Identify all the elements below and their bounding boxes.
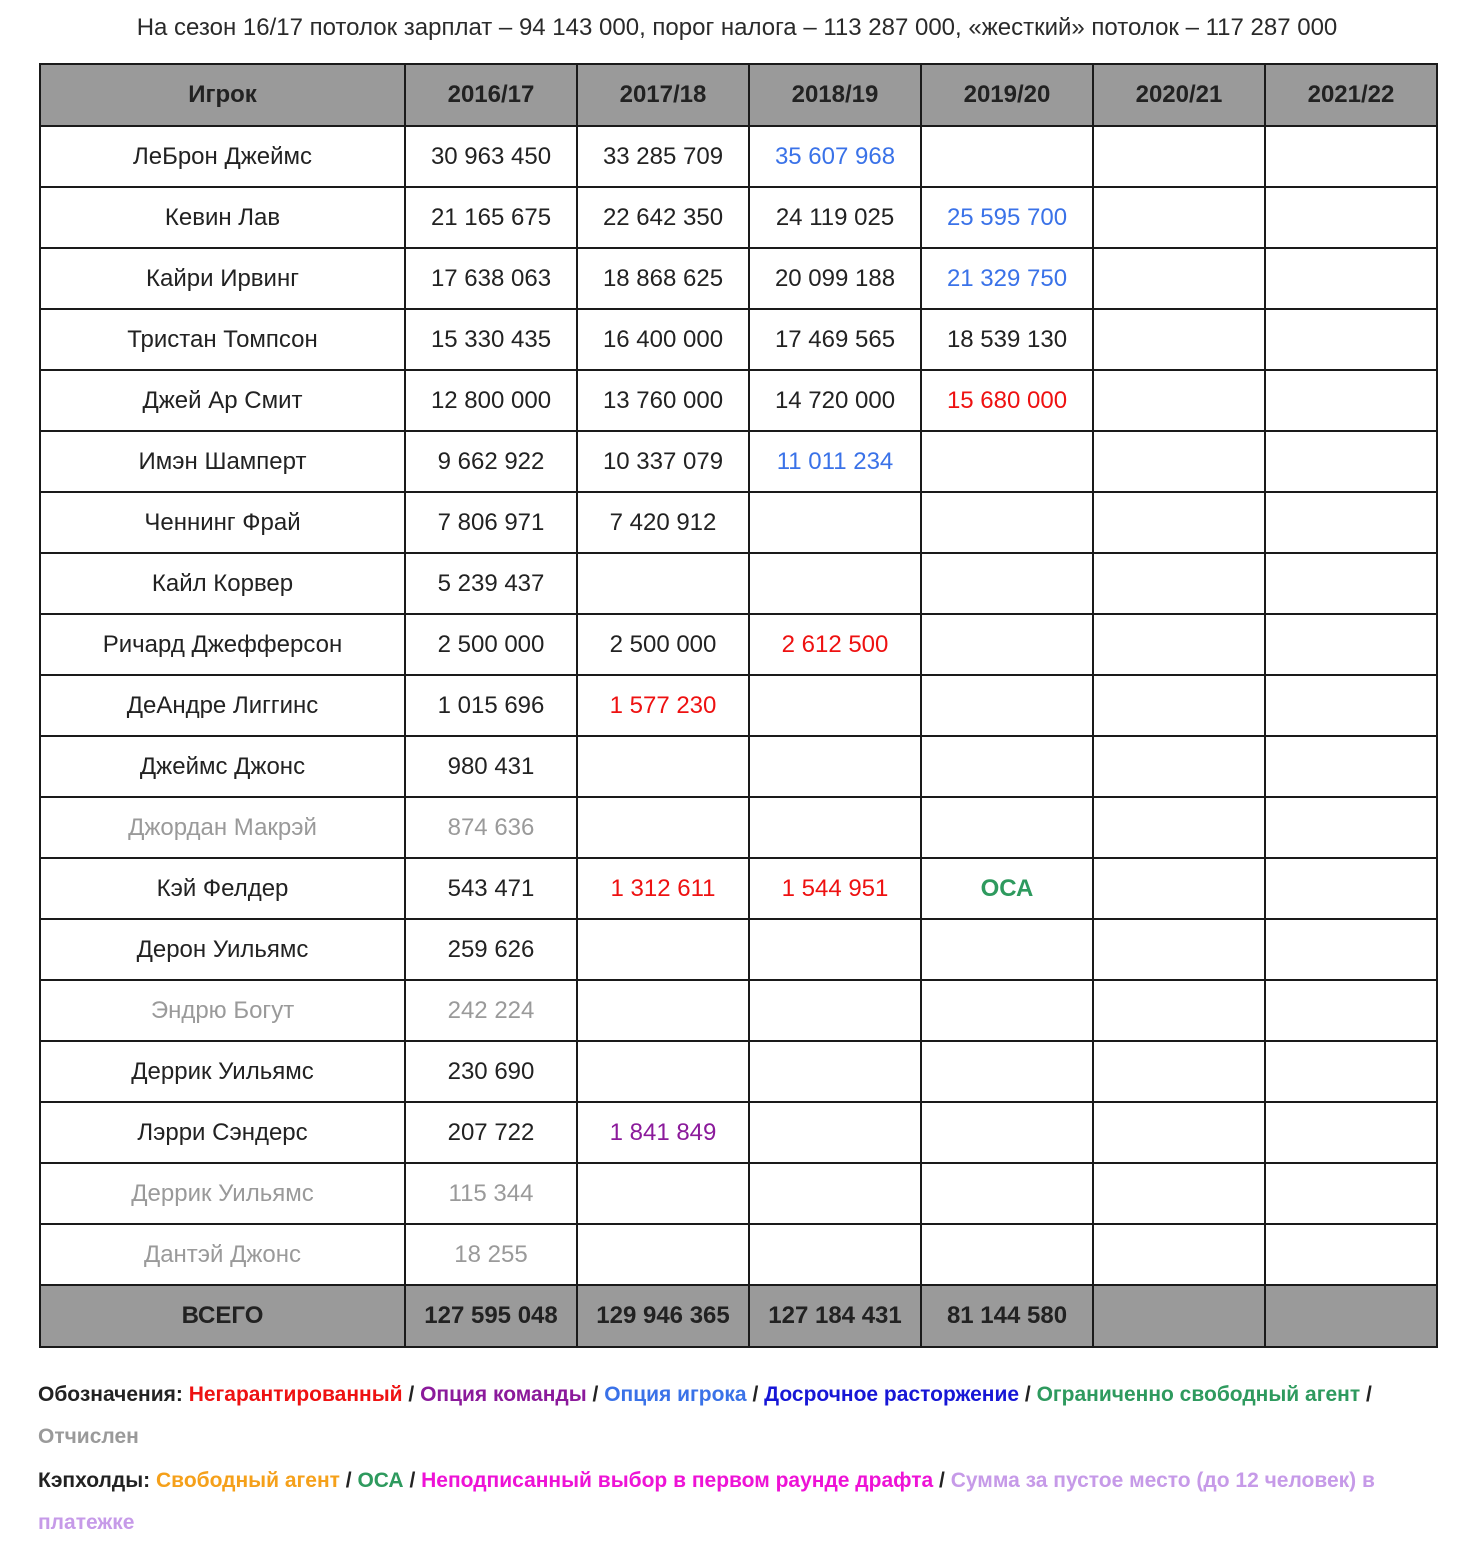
salary-cell — [577, 797, 749, 858]
salary-cell: 1 544 951 — [749, 858, 921, 919]
salary-cell: 1 312 611 — [577, 858, 749, 919]
salary-cell — [1265, 553, 1437, 614]
salary-cell — [1093, 675, 1265, 736]
salary-cell: 25 595 700 — [921, 187, 1093, 248]
salary-cell — [1265, 126, 1437, 187]
salary-cell — [1093, 614, 1265, 675]
player-name: Ричард Джефферсон — [40, 614, 405, 675]
player-name: Кевин Лав — [40, 187, 405, 248]
salary-cell: 7 806 971 — [405, 492, 577, 553]
salary-cell — [1093, 1041, 1265, 1102]
header-season: 2017/18 — [577, 64, 749, 126]
salary-cell: 1 015 696 — [405, 675, 577, 736]
legend-item-waived: Отчислен — [38, 1425, 139, 1448]
salary-cell: 30 963 450 — [405, 126, 577, 187]
total-value — [1093, 1285, 1265, 1347]
player-name: Джордан Макрэй — [40, 797, 405, 858]
salary-cell — [921, 126, 1093, 187]
salary-cell — [1093, 1224, 1265, 1285]
legend-item-restricted-fa: Ограниченно свободный агент — [1036, 1383, 1361, 1406]
salary-cell — [1265, 1163, 1437, 1224]
salary-cell — [921, 736, 1093, 797]
salary-cell — [1265, 614, 1437, 675]
salary-cell — [1265, 431, 1437, 492]
salary-cell — [1265, 980, 1437, 1041]
player-name: Дерон Уильямс — [40, 919, 405, 980]
total-value: 129 946 365 — [577, 1285, 749, 1347]
table-header-row — [40, 64, 1437, 126]
salary-cell — [577, 1224, 749, 1285]
salary-cell: 21 165 675 — [405, 187, 577, 248]
salary-cell — [1093, 431, 1265, 492]
salary-cell — [749, 797, 921, 858]
caphold-item-roster-charge: Сумма за пустое место (до 12 человек) в платежке — [38, 1469, 1375, 1534]
salary-cell: 15 330 435 — [405, 309, 577, 370]
salary-cell: 9 662 922 — [405, 431, 577, 492]
salary-cell: 15 680 000 — [921, 370, 1093, 431]
salary-cell — [749, 1224, 921, 1285]
salary-cell — [1265, 248, 1437, 309]
salary-cell — [1093, 126, 1265, 187]
total-value — [1265, 1285, 1437, 1347]
player-name: Джеймс Джонс — [40, 736, 405, 797]
salary-cell: 16 400 000 — [577, 309, 749, 370]
salary-cell — [921, 980, 1093, 1041]
total-row — [40, 1285, 1437, 1347]
salary-cell — [1093, 309, 1265, 370]
salary-cell: 2 500 000 — [577, 614, 749, 675]
salary-cell — [1265, 309, 1437, 370]
salary-cell: 874 636 — [405, 797, 577, 858]
salary-cell — [921, 1041, 1093, 1102]
salary-cell: 980 431 — [405, 736, 577, 797]
table-body — [40, 126, 1437, 1285]
salary-cell — [1265, 1041, 1437, 1102]
player-name: ЛеБрон Джеймс — [40, 126, 405, 187]
salary-cell — [921, 431, 1093, 492]
salary-cell — [921, 553, 1093, 614]
player-name: Кайри Ирвинг — [40, 248, 405, 309]
salary-cell — [749, 553, 921, 614]
salary-cell — [1265, 675, 1437, 736]
salary-cell: 7 420 912 — [577, 492, 749, 553]
salary-cell: 12 800 000 — [405, 370, 577, 431]
salary-cell — [1265, 187, 1437, 248]
table-row — [40, 1163, 1437, 1224]
table-row — [40, 1102, 1437, 1163]
salary-cell — [749, 919, 921, 980]
header-season: 2018/19 — [749, 64, 921, 126]
header-season: 2016/17 — [405, 64, 577, 126]
header-season: 2020/21 — [1093, 64, 1265, 126]
player-name: Дантэй Джонс — [40, 1224, 405, 1285]
table-row — [40, 309, 1437, 370]
salary-cell — [921, 797, 1093, 858]
table-row — [40, 492, 1437, 553]
legend-item-player-option: Опция игрока — [604, 1383, 747, 1406]
salary-cell — [921, 1163, 1093, 1224]
salary-cell: 1 577 230 — [577, 675, 749, 736]
salary-cell: 259 626 — [405, 919, 577, 980]
player-name: Джей Ар Смит — [40, 370, 405, 431]
salary-cell — [577, 980, 749, 1041]
salary-cell: 18 868 625 — [577, 248, 749, 309]
table-row — [40, 553, 1437, 614]
table-row — [40, 736, 1437, 797]
salary-cell — [577, 919, 749, 980]
table-row — [40, 858, 1437, 919]
table-row — [40, 675, 1437, 736]
salary-cell — [1093, 248, 1265, 309]
table-row — [40, 797, 1437, 858]
player-name: ДеАндре Лиггинс — [40, 675, 405, 736]
salary-cell: 18 255 — [405, 1224, 577, 1285]
table-row — [40, 614, 1437, 675]
table-row — [40, 370, 1437, 431]
header-player: Игрок — [40, 64, 405, 126]
salary-cell — [749, 492, 921, 553]
table-row — [40, 1224, 1437, 1285]
salary-cell — [921, 675, 1093, 736]
capholds-label: Кэпхолды: — [38, 1469, 151, 1492]
capholds-legend: Кэпхолды: Свободный агент / ОСА / Неподписанный выбор в первом раунде драфта / Сумма за пустое место (до 12 человек) в платежке — [38, 1469, 1375, 1534]
salary-cell: 543 471 — [405, 858, 577, 919]
table-row — [40, 431, 1437, 492]
salary-cell — [1093, 919, 1265, 980]
salary-cell: 17 469 565 — [749, 309, 921, 370]
legend: Обозначения: Негарантированный / Опция команды / Опция игрока / Досрочное расторжение / Ограниченно свободный агент / Отчислен — [38, 1383, 1372, 1448]
player-name: Ченнинг Фрай — [40, 492, 405, 553]
salary-cell — [1093, 797, 1265, 858]
salary-cell: 22 642 350 — [577, 187, 749, 248]
player-name: Лэрри Сэндерс — [40, 1102, 405, 1163]
legend-item-team-option: Опция команды — [420, 1383, 587, 1406]
salary-cell — [1093, 492, 1265, 553]
salary-cell — [1265, 492, 1437, 553]
salary-cell: 14 720 000 — [749, 370, 921, 431]
salary-cell — [1093, 553, 1265, 614]
player-name: Кайл Корвер — [40, 553, 405, 614]
salary-cell — [749, 1163, 921, 1224]
salary-cell: 17 638 063 — [405, 248, 577, 309]
salary-cell — [1093, 187, 1265, 248]
legend-item-early-termination: Досрочное расторжение — [764, 1383, 1020, 1406]
salary-cell — [921, 1102, 1093, 1163]
salary-cell: 20 099 188 — [749, 248, 921, 309]
salary-cell — [1265, 797, 1437, 858]
salary-cell: 21 329 750 — [921, 248, 1093, 309]
table-row — [40, 1041, 1437, 1102]
header-season: 2019/20 — [921, 64, 1093, 126]
salary-cell: 18 539 130 — [921, 309, 1093, 370]
salary-cell — [921, 492, 1093, 553]
salary-cell: ОСА — [921, 858, 1093, 919]
salary-cell — [1093, 736, 1265, 797]
page-caption: На сезон 16/17 потолок зарплат – 94 143 000, порог налога – 113 287 000, «жесткий» потолок – 117 287 000 — [136, 14, 1338, 41]
salary-cell — [577, 553, 749, 614]
caphold-item-unsigned-pick: Неподписанный выбор в первом раунде драфта — [421, 1469, 934, 1492]
player-name: Деррик Уильямс — [40, 1041, 405, 1102]
legend-item-non-guaranteed: Негарантированный — [188, 1383, 403, 1406]
salary-cell: 115 344 — [405, 1163, 577, 1224]
salary-cell — [1093, 1163, 1265, 1224]
salary-cell — [1265, 1224, 1437, 1285]
salary-cell — [1265, 370, 1437, 431]
player-name: Тристан Томпсон — [40, 309, 405, 370]
salary-cell — [577, 1163, 749, 1224]
salary-cell — [1093, 370, 1265, 431]
salary-cell: 10 337 079 — [577, 431, 749, 492]
total-value: 81 144 580 — [921, 1285, 1093, 1347]
salary-cell — [1265, 919, 1437, 980]
caphold-item-free-agent: Свободный агент — [156, 1469, 340, 1492]
player-name: Эндрю Богут — [40, 980, 405, 1041]
salary-cell — [749, 980, 921, 1041]
salary-cell — [1093, 1102, 1265, 1163]
player-name: Кэй Фелдер — [40, 858, 405, 919]
salary-cell — [1093, 858, 1265, 919]
player-name: Деррик Уильямс — [40, 1163, 405, 1224]
salary-cell: 13 760 000 — [577, 370, 749, 431]
salary-cell — [749, 1041, 921, 1102]
table-row — [40, 919, 1437, 980]
player-name: Имэн Шамперт — [40, 431, 405, 492]
table-row — [40, 126, 1437, 187]
header-season: 2021/22 — [1265, 64, 1437, 126]
salary-cell: 2 500 000 — [405, 614, 577, 675]
salary-cell — [921, 614, 1093, 675]
salary-cell: 2 612 500 — [749, 614, 921, 675]
legend-label: Обозначения: — [38, 1383, 183, 1406]
salary-cell: 230 690 — [405, 1041, 577, 1102]
salary-cell: 11 011 234 — [749, 431, 921, 492]
table-row — [40, 187, 1437, 248]
total-value: 127 595 048 — [405, 1285, 577, 1347]
salary-cell — [1265, 858, 1437, 919]
salary-cell: 5 239 437 — [405, 553, 577, 614]
salary-cell — [921, 1224, 1093, 1285]
salary-cell — [577, 1041, 749, 1102]
salary-cell — [749, 675, 921, 736]
salary-cell — [921, 919, 1093, 980]
salary-cell — [1265, 736, 1437, 797]
salary-cell: 24 119 025 — [749, 187, 921, 248]
caphold-item-rfa: ОСА — [357, 1469, 404, 1492]
total-label: ВСЕГО — [40, 1285, 405, 1347]
salary-table — [39, 63, 1438, 1348]
salary-cell: 33 285 709 — [577, 126, 749, 187]
salary-cell: 207 722 — [405, 1102, 577, 1163]
total-value: 127 184 431 — [749, 1285, 921, 1347]
salary-cell — [749, 1102, 921, 1163]
salary-cell — [749, 736, 921, 797]
table-row — [40, 248, 1437, 309]
salary-cell — [1265, 1102, 1437, 1163]
salary-cell: 35 607 968 — [749, 126, 921, 187]
salary-cell — [1093, 980, 1265, 1041]
salary-cell: 242 224 — [405, 980, 577, 1041]
salary-cell — [577, 736, 749, 797]
salary-cell: 1 841 849 — [577, 1102, 749, 1163]
table-row — [40, 980, 1437, 1041]
